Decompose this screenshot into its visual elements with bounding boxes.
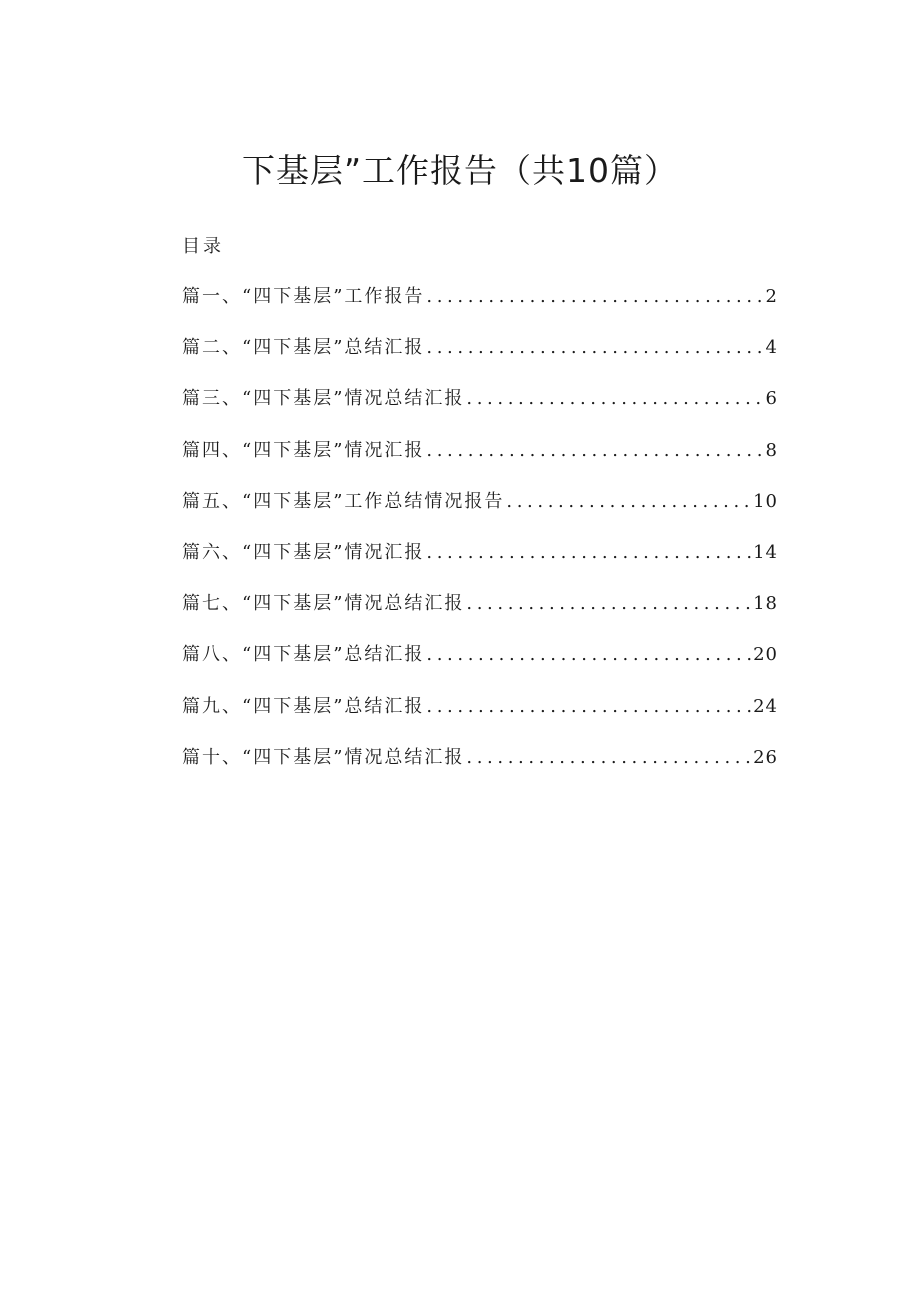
document-title: 下基层”工作报告（共10篇）: [241, 151, 679, 190]
toc-entry-label: 篇三、“四下基层”情况总结汇报: [182, 388, 465, 410]
toc-entry-8[interactable]: [182, 642, 778, 693]
toc-entry-2[interactable]: [182, 335, 778, 386]
toc-dot-leader: [426, 335, 763, 361]
table-of-contents: [182, 284, 778, 796]
toc-entry-4[interactable]: [182, 438, 778, 489]
toc-entry-label: 篇五、“四下基层”工作总结情况报告: [182, 490, 505, 512]
toc-dot-leader: [506, 489, 751, 515]
toc-entry-page: 26: [753, 746, 778, 768]
toc-entry-6[interactable]: [182, 540, 778, 591]
toc-dot-leader: [426, 438, 763, 464]
toc-entry-7[interactable]: [182, 591, 778, 642]
toc-entry-page: 10: [753, 490, 778, 512]
toc-heading: 目录: [182, 236, 224, 257]
toc-entry-label: 篇四、“四下基层”情况汇报: [182, 439, 425, 461]
toc-entry-page: 8: [765, 439, 778, 461]
toc-entry-10[interactable]: [182, 745, 778, 796]
toc-dot-leader: [466, 745, 751, 771]
toc-dot-leader: [426, 540, 751, 566]
toc-entry-label: 篇六、“四下基层”情况汇报: [182, 541, 425, 563]
toc-entry-page: 14: [753, 541, 778, 563]
toc-dot-leader: [426, 694, 751, 720]
toc-entry-5[interactable]: [182, 489, 778, 540]
toc-dot-leader: [466, 591, 751, 617]
toc-entry-label: 篇十、“四下基层”情况总结汇报: [182, 746, 465, 768]
toc-entry-label: 篇一、“四下基层”工作报告: [182, 286, 425, 307]
toc-entry-9[interactable]: [182, 694, 778, 745]
toc-entry-page: 6: [765, 388, 778, 410]
toc-entry-page: 20: [753, 644, 778, 666]
toc-entry-1[interactable]: [182, 284, 778, 335]
toc-entry-label: 篇九、“四下基层”总结汇报: [182, 695, 425, 717]
toc-entry-label: 篇七、“四下基层”情况总结汇报: [182, 593, 465, 615]
toc-dot-leader: [466, 386, 763, 412]
toc-dot-leader: [426, 642, 751, 668]
toc-entry-page: 24: [753, 695, 778, 717]
toc-dot-leader: [426, 284, 763, 310]
toc-entry-label: 篇八、“四下基层”总结汇报: [182, 644, 425, 666]
toc-entry-label: 篇二、“四下基层”总结汇报: [182, 337, 425, 359]
toc-entry-3[interactable]: [182, 386, 778, 437]
toc-entry-page: 18: [753, 593, 778, 615]
toc-entry-page: 2: [765, 286, 778, 307]
toc-entry-page: 4: [765, 337, 778, 359]
